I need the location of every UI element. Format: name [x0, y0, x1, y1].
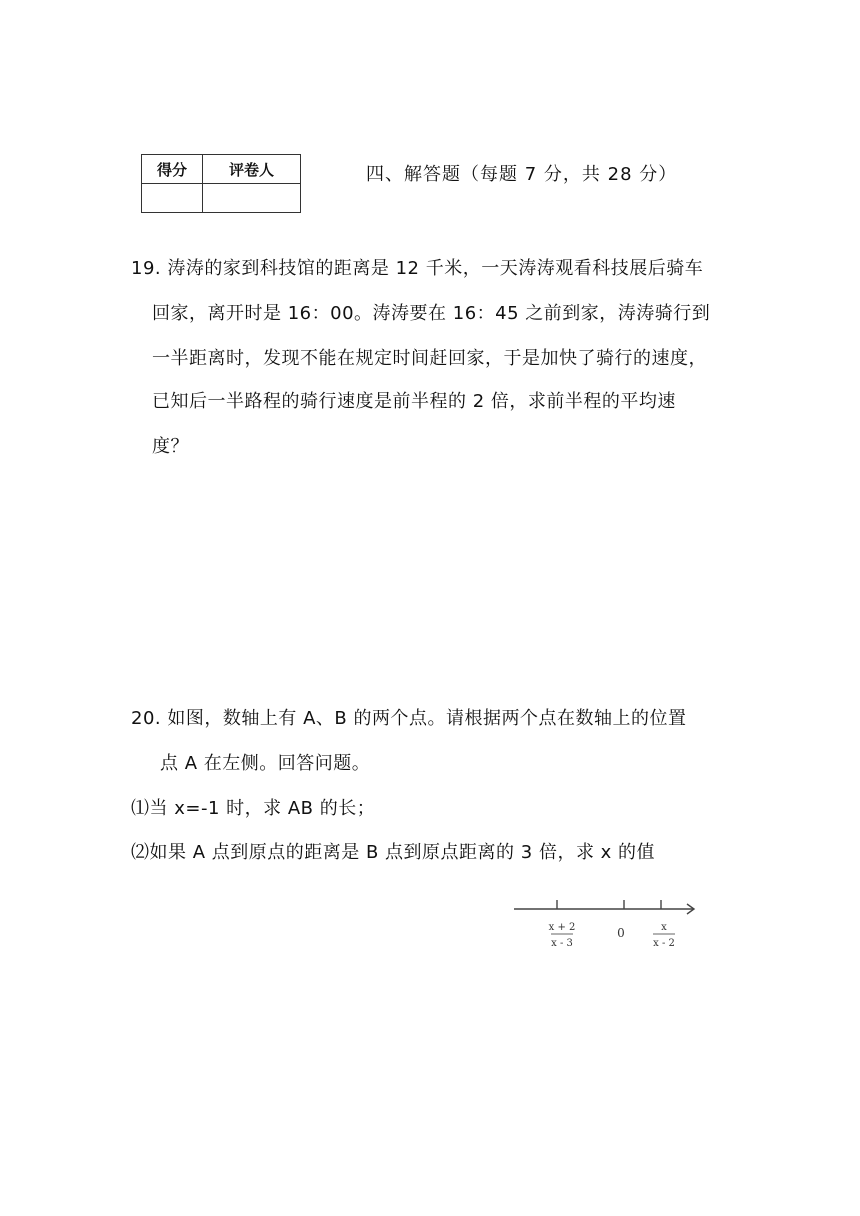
point-b-denominator: x - 2 [653, 938, 675, 949]
q19-line-5: 度？ [152, 436, 189, 457]
q19-line-2: 回家，离开时是 16：00。涛涛要在 16：45 之前到家，涛涛骑行到 [152, 303, 711, 324]
point-a-numerator: x + 2 [548, 922, 576, 933]
score-header: 得分 [142, 155, 203, 184]
q19-line-3: 一半距离时，发现不能在规定时间赶回家，于是加快了骑行的速度， [152, 348, 707, 369]
origin-label: 0 [617, 926, 625, 940]
point-a-denominator: x - 3 [551, 938, 573, 949]
q20-part-1: ⑴当 x=-1 时，求 AB 的长； [131, 798, 376, 819]
q19-line-1: 19. 涛涛的家到科技馆的距离是 12 千米，一天涛涛观看科技展后骑车 [131, 258, 704, 279]
grader-header: 评卷人 [203, 155, 301, 184]
grader-cell[interactable] [203, 184, 301, 213]
score-table [141, 154, 301, 213]
q19-line-4: 已知后一半路程的骑行速度是前半程的 2 倍，求前半程的平均速 [152, 391, 676, 412]
q20-part-2: ⑵如果 A 点到原点的距离是 B 点到原点距离的 3 倍，求 x 的值 [131, 842, 656, 863]
number-line-figure [510, 890, 710, 960]
section-heading: 四、解答题（每题 7 分，共 28 分） [366, 164, 678, 185]
score-cell[interactable] [142, 184, 203, 213]
point-b-numerator: x [661, 922, 667, 933]
q20-line-1: 20. 如图，数轴上有 A、B 的两个点。请根据两个点在数轴上的位置 [131, 708, 687, 729]
q20-line-2: 点 A 在左侧。回答问题。 [160, 753, 371, 774]
